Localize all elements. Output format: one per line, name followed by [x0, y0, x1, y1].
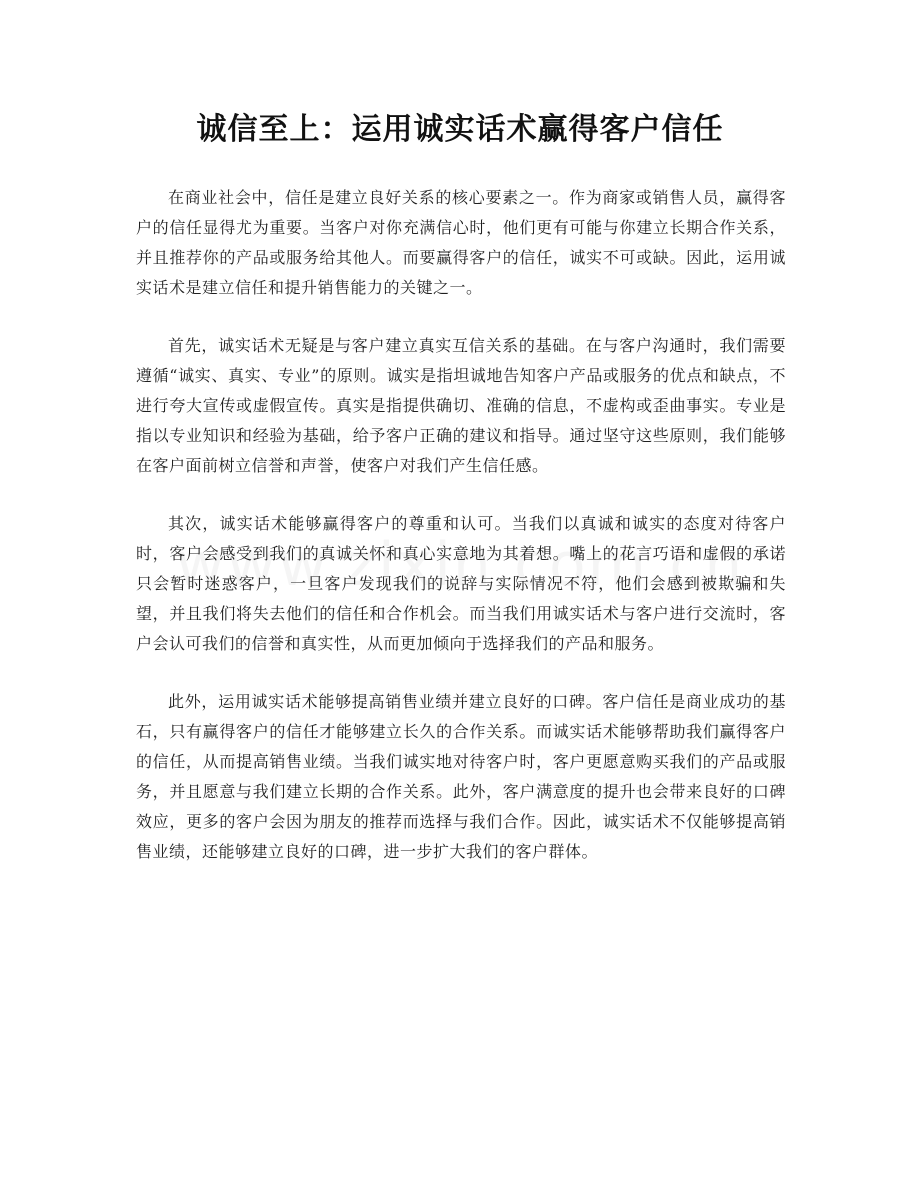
- paragraph-4: 此外，运用诚实话术能够提高销售业绩并建立良好的口碑。客户信任是商业成功的基石，只有赢得客户的信任才能够建立长久的合作关系。而诚实话术能够帮助我们赢得客户的信任，从而提高销售业绩。当我们诚实地对待客户时，客户更愿意购买我们的产品或服务，并且愿意与我们建立长期的合作关系。此外，客户满意度的提升也会带来良好的口碑效应，更多的客户会因为朋友的推荐而选择与我们合作。因此，诚实话术不仅能够提高销售业绩，还能够建立良好的口碑，进一步扩大我们的客户群体。: [136, 692, 786, 861]
- paragraph-2: 首先，诚实话术无疑是与客户建立真实互信关系的基础。在与客户沟通时，我们需要遵循“诚实、真实、专业”的原则。诚实是指坦诚地告知客户产品或服务的优点和缺点，不进行夸大宣传或虚假宣传。真实是指提供确切、准确的信息，不虚构或歪曲事实。专业是指以专业知识和经验为基础，给予客户正确的建议和指导。通过坚守这些原则，我们能够在客户面前树立信誉和声誉，使客户对我们产生信任感。: [136, 336, 786, 475]
- paragraph-1: 在商业社会中，信任是建立良好关系的核心要素之一。作为商家或销售人员，赢得客户的信任显得尤为重要。当客户对你充满信心时，他们更有可能与你建立长期合作关系，并且推荐你的产品或服务给其他人。而要赢得客户的信任，诚实不可或缺。因此，运用诚实话术是建立信任和提升销售能力的关键之一。: [136, 188, 786, 297]
- paragraph-3: 其次，诚实话术能够赢得客户的尊重和认可。当我们以真诚和诚实的态度对待客户时，客户会感受到我们的真诚关怀和真心实意地为其着想。嘴上的花言巧语和虚假的承诺只会暂时迷惑客户，一旦客户发现我们的说辞与实际情况不符，他们会感到被欺骗和失望，并且我们将失去他们的信任和合作机会。而当我们用诚实话术与客户进行交流时，客户会认可我们的信誉和真实性，从而更加倾向于选择我们的产品和服务。: [136, 514, 786, 653]
- document-title: 诚信至上：运用诚实话术赢得客户信任: [196, 112, 724, 147]
- document-body: [136, 183, 786, 895]
